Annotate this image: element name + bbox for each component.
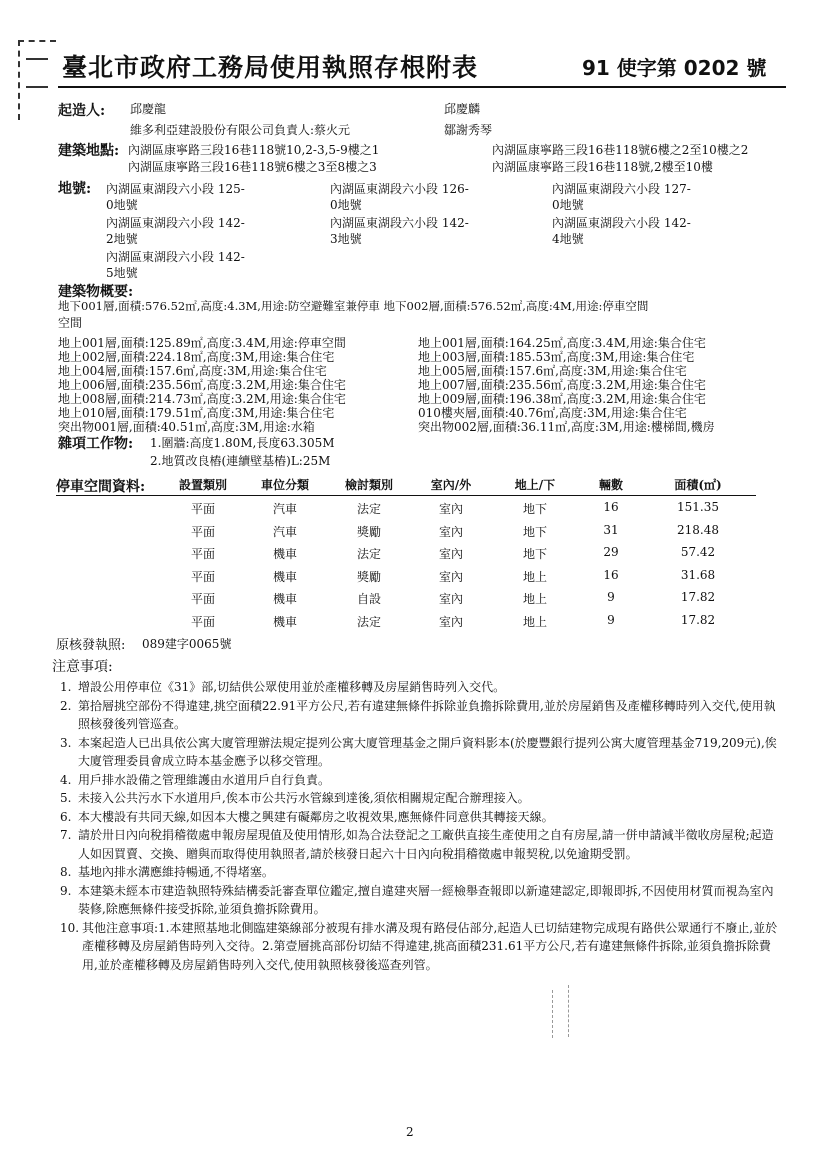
note-text: 基地內排水溝應維持暢通,不得堵塞。 bbox=[78, 865, 274, 879]
parking-cell: 室內 bbox=[438, 592, 463, 606]
lot-number: 內湖區東湖段六小段 127- bbox=[552, 182, 691, 196]
floor-entry: 地上001層,面積:164.25㎡,高度:3.4M,用途:集合住宅 bbox=[418, 336, 706, 350]
note-item bbox=[60, 863, 782, 882]
floor-entry: 地上006層,面積:235.56㎡,高度:3.2M,用途:集合住宅 bbox=[58, 378, 346, 392]
note-item bbox=[60, 919, 782, 975]
note-number: 6. bbox=[60, 809, 72, 824]
parking-cell: 地上 bbox=[522, 569, 547, 584]
stamp-line bbox=[26, 86, 48, 88]
document-number: 91 使字第 0202 號 bbox=[582, 56, 767, 80]
parking-cell: 16 bbox=[603, 567, 619, 582]
parking-cell: 平面 bbox=[190, 614, 215, 629]
basement-line-cont: 空間 bbox=[58, 316, 83, 330]
address-line: 內湖區康寧路三段16巷118號6樓之2至10樓之2 bbox=[492, 143, 749, 157]
header-rule bbox=[58, 86, 786, 88]
page-number: 2 bbox=[406, 1125, 414, 1139]
parking-cell: 平面 bbox=[190, 524, 215, 539]
note-item bbox=[60, 697, 782, 734]
lot-number: 0地號 bbox=[552, 198, 584, 212]
note-item bbox=[60, 734, 782, 771]
note-text: 本大樓設有共同天線,如因本大樓之興建有礙鄰房之收視效果,應無條件同意供其轉接天線。 bbox=[78, 809, 554, 824]
binding-stamp-mark bbox=[18, 40, 56, 120]
scan-mark bbox=[568, 985, 570, 1037]
parking-cell: 地下 bbox=[522, 547, 547, 561]
address-line: 內湖區康寧路三段16巷118號10,2-3,5-9樓之1 bbox=[128, 143, 380, 157]
column-header: 車位分類 bbox=[260, 478, 309, 492]
column-header: 面積(㎡) bbox=[674, 478, 722, 492]
lot-number: 內湖區東湖段六小段 142- bbox=[552, 216, 691, 230]
floor-entry: 地上003層,面積:185.53㎡,高度:3M,用途:集合住宅 bbox=[418, 350, 695, 364]
parking-cell: 機車 bbox=[272, 547, 297, 561]
note-item bbox=[60, 882, 782, 919]
parking-header-rule bbox=[56, 495, 756, 496]
parking-cell: 平面 bbox=[190, 547, 215, 561]
floor-entry: 地上002層,面積:224.18㎡,高度:3M,用途:集合住宅 bbox=[58, 350, 335, 364]
floor-entry: 地上008層,面積:214.73㎡,高度:3.2M,用途:集合住宅 bbox=[58, 392, 346, 406]
parking-cell: 機車 bbox=[272, 614, 297, 629]
lot-number: 內湖區東湖段六小段 142- bbox=[106, 216, 245, 230]
parking-cell: 57.42 bbox=[680, 545, 716, 559]
floor-entry: 地上001層,面積:125.89㎡,高度:3.4M,用途:停車空間 bbox=[58, 336, 346, 350]
lot-number: 0地號 bbox=[106, 198, 138, 212]
note-text: 第拾層挑空部份不得違建,挑空面積22.91平方公尺,若有違建無條件拆除並負擔拆除費用,並於房屋銷售及產權移轉時列入交代,使用執照核發後列管巡查。 bbox=[78, 698, 776, 731]
notes-list bbox=[60, 678, 782, 974]
building-summary-label: 建築物概要: bbox=[58, 284, 134, 300]
parking-cell: 室內 bbox=[438, 614, 463, 629]
note-text: 用戶排水設備之管理維護由水道用戶自行負責。 bbox=[78, 772, 331, 787]
note-number: 8. bbox=[60, 865, 72, 879]
parking-cell: 地上 bbox=[522, 592, 547, 606]
parking-cell: 151.35 bbox=[677, 500, 719, 514]
floor-entry: 地上005層,面積:157.6㎡,高度:3M,用途:集合住宅 bbox=[418, 364, 687, 378]
note-item bbox=[60, 678, 782, 697]
column-header: 設置類別 bbox=[178, 478, 227, 492]
lot-number: 2地號 bbox=[106, 232, 138, 246]
parking-cell: 平面 bbox=[190, 569, 215, 584]
parking-cell: 29 bbox=[603, 545, 619, 559]
parking-cell: 法定 bbox=[356, 502, 381, 516]
note-number: 3. bbox=[60, 735, 72, 750]
parking-cell: 218.48 bbox=[677, 522, 719, 537]
note-number: 7. bbox=[60, 828, 72, 842]
misc-work-item: 1.圍牆:高度1.80M,長度63.305M bbox=[150, 436, 335, 450]
floor-entry: 地上007層,面積:235.56㎡,高度:3.2M,用途:集合住宅 bbox=[418, 378, 706, 392]
parking-cell: 31 bbox=[603, 522, 619, 537]
parking-cell: 法定 bbox=[356, 547, 381, 561]
parking-cell: 17.82 bbox=[680, 612, 716, 627]
parking-cell: 機車 bbox=[272, 592, 297, 606]
note-text: 請於卅日內向稅捐稽徵處申報房屋現值及使用情形,如為合法登記之工廠供直接生產使用之自有房屋,請一併申請減半徵收房屋稅;起造人如因買賣、交換、贈與而取得使用執照者,請於核發日起六十日內向稅捐稽徵處申報契稅,以免逾期受罰。 bbox=[78, 828, 774, 861]
parking-cell: 汽車 bbox=[272, 524, 297, 539]
parking-cell: 17.82 bbox=[680, 590, 716, 604]
column-header: 地上/下 bbox=[514, 478, 556, 492]
address-label: 建築地點: bbox=[58, 143, 120, 159]
note-item bbox=[60, 808, 782, 827]
address-line: 內湖區康寧路三段16巷118號6樓之3至8樓之3 bbox=[128, 160, 377, 174]
parking-cell: 9 bbox=[607, 590, 615, 604]
note-number: 4. bbox=[60, 772, 72, 787]
builder-name: 維多利亞建設股份有限公司負責人:蔡火元 bbox=[130, 123, 351, 137]
note-number: 10. bbox=[60, 920, 80, 935]
floor-entry: 010樓夾層,面積:40.76㎡,高度:3M,用途:集合住宅 bbox=[418, 406, 687, 420]
note-text: 未接入公共污水下水道用戶,俟本市公共污水管線到達後,須依相關規定配合辦理接入。 bbox=[78, 791, 530, 805]
lot-number: 4地號 bbox=[552, 232, 584, 246]
note-item bbox=[60, 771, 782, 790]
parking-cell: 室內 bbox=[438, 502, 463, 516]
notes-label: 注意事項: bbox=[52, 659, 113, 675]
note-item bbox=[60, 826, 782, 863]
original-permit-label: 原核發執照: bbox=[56, 638, 126, 653]
parking-cell: 地下 bbox=[522, 524, 547, 539]
lot-number: 內湖區東湖段六小段 142- bbox=[106, 250, 245, 264]
parking-cell: 9 bbox=[607, 612, 615, 627]
parking-cell: 地下 bbox=[522, 502, 547, 516]
parking-cell: 平面 bbox=[190, 502, 215, 516]
note-number: 1. bbox=[60, 680, 72, 694]
column-header: 室內/外 bbox=[430, 478, 472, 492]
parking-cell: 法定 bbox=[356, 614, 381, 629]
parking-cell: 室內 bbox=[438, 569, 463, 584]
floor-entry: 地上010層,面積:179.51㎡,高度:3M,用途:集合住宅 bbox=[58, 406, 335, 420]
builder-name: 鄒謝秀琴 bbox=[444, 123, 493, 137]
floor-entry: 突出物002層,面積:36.11㎡,高度:3M,用途:樓梯間,機房 bbox=[418, 420, 715, 434]
lot-number: 5地號 bbox=[106, 266, 138, 280]
lot-number: 3地號 bbox=[330, 232, 362, 246]
floor-entry: 地上009層,面積:196.38㎡,高度:3.2M,用途:集合住宅 bbox=[418, 392, 706, 406]
parking-cell: 汽車 bbox=[272, 502, 297, 516]
column-header: 輛數 bbox=[598, 478, 623, 492]
lot-number: 內湖區東湖段六小段 126- bbox=[330, 182, 469, 196]
parking-cell: 地上 bbox=[522, 614, 547, 629]
note-number: 2. bbox=[60, 698, 72, 713]
note-item bbox=[60, 789, 782, 808]
parking-cell: 機車 bbox=[272, 569, 297, 584]
misc-work-item: 2.地質改良樁(連續壁基樁)L:25M bbox=[150, 454, 331, 468]
column-header: 檢討類別 bbox=[344, 478, 393, 492]
parking-label: 停車空間資料: bbox=[56, 479, 146, 495]
parking-cell: 平面 bbox=[190, 592, 215, 606]
parking-cell: 31.68 bbox=[680, 567, 716, 582]
lot-number: 0地號 bbox=[330, 198, 362, 212]
floor-entry: 地上004層,面積:157.6㎡,高度:3M,用途:集合住宅 bbox=[58, 364, 327, 378]
parking-cell: 16 bbox=[603, 500, 619, 514]
note-text: 本建築未經本市建造執照特殊結構委託審查單位鑑定,擅自違建夾層一經檢舉查報即以新違建認定,即報即拆,不因使用材質而視為室內裝修,除應無條件接受拆除,並須負擔拆除費用。 bbox=[78, 883, 774, 916]
parking-cell: 自設 bbox=[356, 592, 381, 606]
lot-label: 地號: bbox=[58, 181, 92, 197]
misc-works-label: 雜項工作物: bbox=[58, 436, 134, 452]
page-title: 臺北市政府工務局使用執照存根附表 bbox=[62, 53, 479, 82]
scan-mark bbox=[552, 990, 554, 1038]
basement-line: 地下001層,面積:576.52㎡,高度:4.3M,用途:防空避難室兼停車 地下002層,面積:576.52㎡,高度:4M,用途:停車空間 bbox=[58, 299, 649, 313]
original-permit-number: 089建字0065號 bbox=[142, 637, 232, 651]
parking-cell: 室內 bbox=[438, 524, 463, 539]
parking-cell: 獎勵 bbox=[356, 524, 381, 539]
stamp-line bbox=[26, 58, 48, 60]
note-text: 增設公用停車位《31》部,切結供公眾使用並於產權移轉及房屋銷售時列入交代。 bbox=[78, 680, 506, 694]
builder-name: 邱慶麟 bbox=[444, 102, 481, 116]
floor-entry: 突出物001層,面積:40.51㎡,高度:3M,用途:水箱 bbox=[58, 420, 315, 434]
parking-cell: 獎勵 bbox=[356, 569, 381, 584]
builders-label: 起造人: bbox=[58, 103, 106, 119]
lot-number: 內湖區東湖段六小段 125- bbox=[106, 182, 245, 196]
note-text: 本案起造人已出具依公寓大廈管理辦法規定提列公寓大廈管理基金之開戶資料影本(於慶豐銀行提列公寓大廈管理基金719,209元),俟大廈管理委員會成立時本基金應予以移交管理。 bbox=[78, 735, 777, 768]
address-line: 內湖區康寧路三段16巷118號,2樓至10樓 bbox=[492, 160, 713, 174]
parking-cell: 室內 bbox=[438, 547, 463, 561]
note-number: 5. bbox=[60, 791, 72, 805]
note-text: 其他注意事項:1.本建照基地北側臨建築線部分被現有排水溝及現有路侵佔部分,起造人已切結建物完成現有路供公眾通行不廢止,並於產權移轉及房屋銷售時列入交待。2.第壹層挑高部份切結不得違建,挑高面積231.61平方公尺,若有違建無條件拆除,並須負擔拆除費用,並於產權移轉及房屋銷售時列入交代,使用執照核發後巡查列管。 bbox=[82, 920, 778, 972]
note-number: 9. bbox=[60, 883, 72, 898]
lot-number: 內湖區東湖段六小段 142- bbox=[330, 216, 469, 230]
builder-name: 邱慶龍 bbox=[130, 102, 167, 116]
